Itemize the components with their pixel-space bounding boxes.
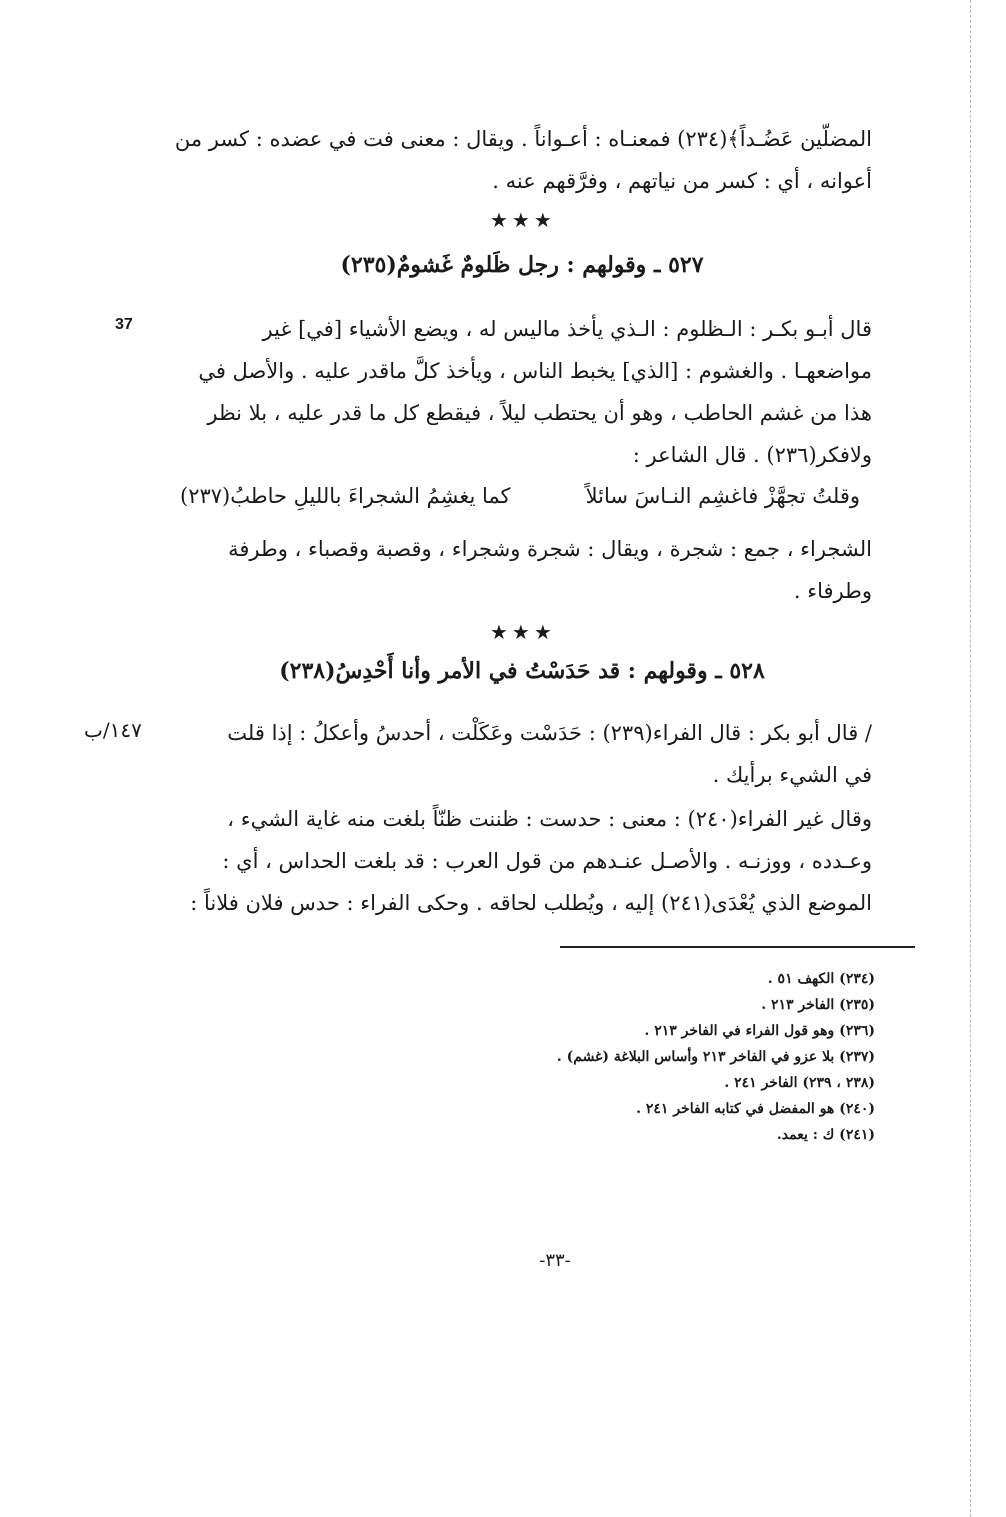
text-line: / قال أبو بكر : قال الفراء(٢٣٩) : حَدَسْت وعَكَلْت ، أحدسُ وأعكلُ : إذا قلت — [227, 721, 872, 745]
entry-528-body — [172, 712, 872, 796]
page-edge-line — [970, 0, 971, 1517]
text-line: هذا من غشم الحاطب ، وهو أن يحتطب ليلاً ، فيقطع كل ما قدر عليه ، بلا نظر — [207, 401, 872, 425]
footnote: (٢٣٦) وهو قول الفراء في الفاخر ٢١٣ . — [644, 1023, 875, 1039]
footnote: (٢٤٠) هو المفضل في كتابه الفاخر ٢٤١ . — [636, 1101, 875, 1117]
page-number: -٣٣- — [539, 1250, 571, 1271]
poem-verse — [180, 484, 860, 508]
footnote-divider — [560, 946, 915, 948]
footnote: (٢٣٧) بلا عزو في الفاخر ٢١٣ وأساس البلاغة (غشم) . — [556, 1049, 875, 1065]
footnote: (٢٣٥) الفاخر ٢١٣ . — [761, 997, 875, 1013]
entry-527-heading: ٥٢٧ ـ وقولهم : رجل ظَلومٌ غَشومٌ(٢٣٥) — [340, 252, 704, 278]
text-line: المضلّين عَضُـداً﴾(٢٣٤) فمعنـاه : أعـواناً . ويقال : معنى فت في عضده : كسر من — [174, 127, 872, 151]
text-line: مواضعهـا . والغشوم : [الذي] يخبط الناس ، ويأخذ كلَّ ماقدر عليه . والأصل في — [198, 359, 872, 383]
text-line: قال أبـو بكـر : الـظلوم : الـذي يأخذ ماليس له ، ويضع الأشياء [في] غير — [262, 317, 872, 341]
text-line: وقال غير الفراء(٢٤٠) : معنى : حدست : ظننت ظنّاً بلغت منه غاية الشيء ، — [227, 807, 872, 831]
footnotes — [420, 966, 875, 1148]
manuscript-page-number: 37 — [115, 316, 133, 333]
text-line: الشجراء ، جمع : شجرة ، ويقال : شجرة وشجراء ، وقصبة وقصباء ، وطرفة — [228, 537, 872, 561]
footnote: (٢٤١) ك : يعمد. — [776, 1127, 875, 1143]
text-line: وطرفاء . — [793, 579, 872, 603]
entry-527-explanation — [172, 528, 872, 612]
text-line: وعـدده ، ووزنـه . والأصـل عنـدهم من قول العرب : قد بلغت الحداس ، أي : — [222, 849, 872, 873]
text-line: في الشيء برأيك . — [712, 763, 872, 787]
verse-first-hemistich: وقلتُ تجهَّزْ فاغشِم النـاسَ سائلاً — [585, 484, 860, 508]
continuation-paragraph — [172, 118, 872, 202]
entry-528-body-continued — [172, 798, 872, 924]
text-line: أعوانه ، أي : كسر من نياتهم ، وفرَّقهم عنه . — [492, 169, 872, 193]
text-line: ولافكر(٢٣٦) . قال الشاعر : — [632, 443, 872, 467]
section-separator: ★★★ — [490, 620, 556, 644]
footnote: (٢٣٤) الكهف ٥١ . — [767, 971, 875, 987]
footnote: (٢٣٨ ، ٢٣٩) الفاخر ٢٤١ . — [724, 1075, 875, 1091]
entry-527-body — [172, 308, 872, 476]
manuscript-folio-reference: ١٤٧/ب — [84, 718, 142, 742]
entry-528-heading: ٥٢٨ ـ وقولهم : قد حَدَسْتُ في الأمر وأنا أَحْدِسُ(٢٣٨) — [279, 658, 765, 684]
verse-second-hemistich: كما يغشِمُ الشجراءَ بالليلِ حاطبُ(٢٣٧) — [180, 484, 511, 508]
text-line: الموضع الذي يُعْدَى(٢٤١) إليه ، ويُطلب لحاقه . وحكى الفراء : حدس فلان فلاناً : — [190, 891, 872, 915]
section-separator: ★★★ — [490, 208, 556, 232]
